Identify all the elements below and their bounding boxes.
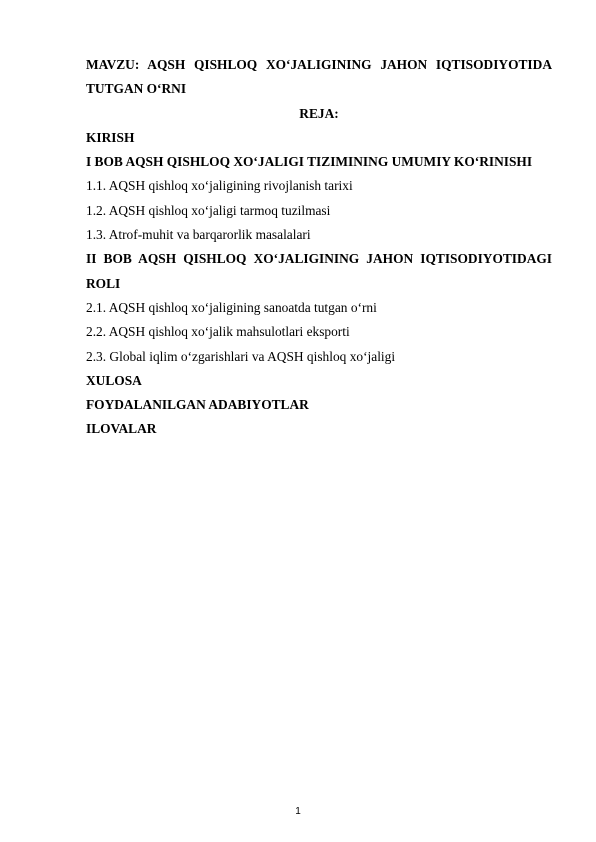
conclusion-heading: XULOSA [86, 372, 142, 388]
page-content [86, 53, 552, 442]
section-2-3: 2.3. Global iqlim o‘zgarishlari va AQSH qishloq xo‘jaligi [86, 348, 396, 364]
section-2-1: 2.1. AQSH qishloq xo‘jaligining sanoatda tutgan o‘rni [86, 299, 377, 315]
page-number: 1 [295, 806, 301, 817]
appendices-heading: ILOVALAR [86, 421, 157, 437]
section-1-1: 1.1. AQSH qishloq xo‘jaligining rivojlanish tarixi [86, 178, 353, 194]
plan-heading: REJA: [299, 105, 339, 121]
chapter-1-title: I BOB AQSH QISHLOQ XO‘JALIGI TIZIMINING UMUMIY KO‘RINISHI [86, 154, 533, 170]
section-1-3: 1.3. Atrof-muhit va barqarorlik masalalari [86, 227, 311, 243]
document-title: MAVZU: AQSH QISHLOQ XO‘JALIGINING JAHON IQTISODIYOTIDA TUTGAN O‘RNI [86, 57, 552, 97]
references-heading: FOYDALANILGAN ADABIYOTLAR [86, 397, 309, 413]
section-2-2: 2.2. AQSH qishloq xo‘jalik mahsulotlari eksporti [86, 324, 350, 340]
chapter-2-title: II BOB AQSH QISHLOQ XO‘JALIGINING JAHON IQTISODIYOTIDAGI ROLI [86, 251, 552, 291]
intro-heading: KIRISH [86, 129, 135, 145]
section-1-2: 1.2. AQSH qishloq xo‘jaligi tarmoq tuzilmasi [86, 202, 331, 218]
